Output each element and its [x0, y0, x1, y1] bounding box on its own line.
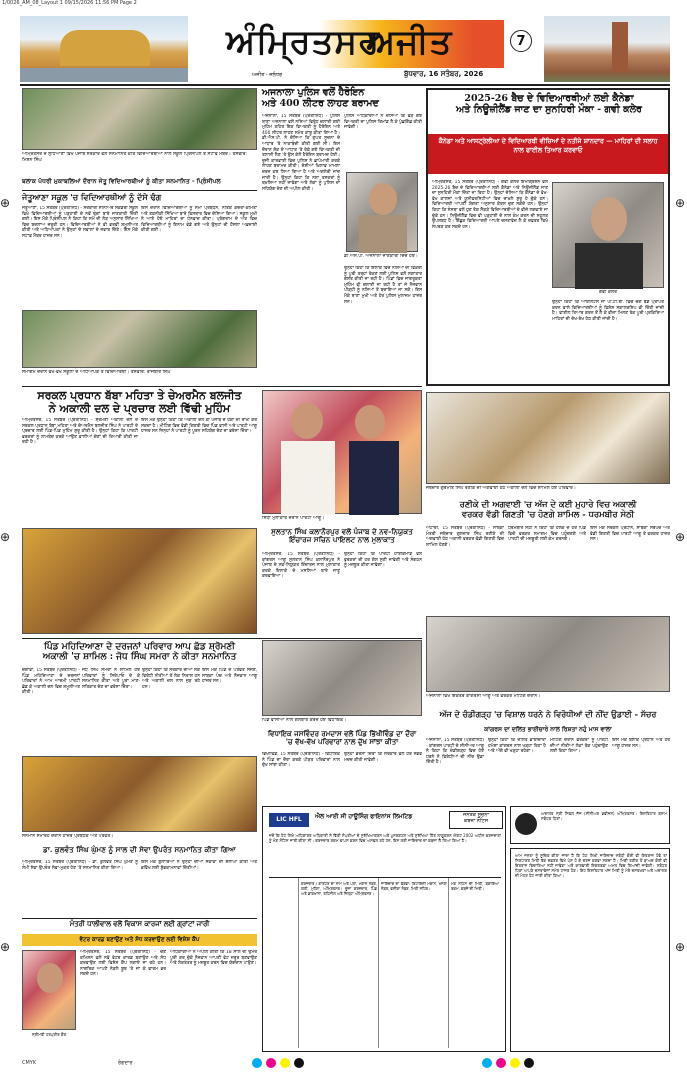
ranike-headline — [426, 500, 670, 519]
article-body: ਉਨ੍ਹਾਂ ਕਿਹਾ ਕਿ ਪਾਰਟੀ ਹਾਈਕਮਾਂਡ ਵਲੋਂ ਵਰਕਰਾਂ ਦੀ ਹਰ ਗੱਲ ਸੁਣੀ ਜਾਵੇਗੀ ਅਤੇ ਸੰਗਠਨ ਨੂੰ ਮਜ਼ਬੂਤ ਕੀਤਾ ਜਾਵੇਗਾ। — [344, 552, 422, 569]
black-swatch — [294, 1058, 304, 1068]
ajj-headline: ਅੱਜ ਦੇ ਚੰਡੀਗੜ੍ਹ 'ਚ ਵਿਸ਼ਾਲ ਧਰਨੇ ਨੇ ਵਿਰੋਧੀਆਂ ਦੀ ਨੀਂਦ ਉਡਾਈ - ਸੱਚਰ — [439, 709, 657, 719]
sultan-headline-line-2: ਇੰਚਾਰਜ ਸਚਿਨ ਪਾਇਲਟ ਨਾਲ ਮੁਲਾਕਾਤ — [289, 535, 395, 545]
sultan-headline-line-1: ਸੁਲਤਾਨ ਸਿੰਘ ਕਲਾਨੌਰਪੁਰ ਵਲੋਂ ਪੰਜਾਬ ਦੇ ਨਵ-ਨਿਯੁਕਤ — [271, 527, 413, 536]
article-body: ਅੰਮ੍ਰਿਤਸਰ, 15 ਸਤੰਬਰ (ਪ੍ਰਤੀਨਿਧ) - ਗਵੀ ਕਲੇਰ ਇਮੀਗ੍ਰੇਸ਼ਨ ਵਲੋਂ 2025-26 ਬੈਚ ਦੇ ਵਿਦਿਆਰਥੀਆਂ ਲਈ ਕੈਨੇਡਾ ਅਤੇ ਨਿਊਜ਼ੀਲੈਂਡ ਜਾਣ ਦਾ ਸੁਨਹਿਰੀ ਮੌਕਾ ਦਿੱਤਾ ਜਾ ਰਿਹਾ ਹੈ। ਉਨ੍ਹਾਂ ਦੱਸਿਆ ਕਿ ਕੈਨੇਡਾ ਦੇ ਵੱਖ-ਵੱਖ ਕਾਲਜਾਂ ਅਤੇ ਯੂਨੀਵਰਸਿਟੀਆਂ ਵਿਚ ਦਾਖ਼ਲੇ ਸ਼ੁਰੂ ਹੋ ਚੁੱਕੇ ਹਨ। ਵਿਦਿਆਰਥੀ ਆਪਣੀ ਯੋਗਤਾ ਅਨੁਸਾਰ ਕੋਰਸ ਚੁਣ ਸਕਦੇ ਹਨ। ਉਨ੍ਹਾਂ ਕਿਹਾ ਕਿ ਸੰਸਥਾ ਵਲੋਂ ਹੁਣ ਤੱਕ ਸੈਂਕੜੇ ਵਿਦਿਆਰਥੀਆਂ ਦੇ ਵੀਜ਼ੇ ਲਗਵਾਏ ਜਾ ਚੁੱਕੇ ਹਨ। ਨਿਊਜ਼ੀਲੈਂਡ ਵਿਚ ਵੀ ਪੜ੍ਹਾਈ ਦੇ ਨਾਲ ਕੰਮ ਕਰਨ ਦੀ ਸਹੂਲਤ ਉਪਲਬਧ ਹੈ। ਇੱਛੁਕ ਵਿਦਿਆਰਥੀ ਆਪਣੇ ਦਸਤਾਵੇਜ਼ ਲੈ ਕੇ ਦਫ਼ਤਰ ਵਿਖੇ ਸੰਪਰਕ ਕਰ ਸਕਦੇ ਹਨ। — [432, 180, 548, 230]
article-body: ਅਟਾਰੀ, 15 ਸਤੰਬਰ (ਪ੍ਰਤੀਨਿਧ) - ਸਾਬਕਾ ਮੰਤਰੀ ਜਥੇਦਾਰ ਗੁਲਜ਼ਾਰ ਸਿੰਘ ਰਣੀਕੇ ਦੀ ਅਗਵਾਈ ਹੇਠ ਅਕਾਲੀ ਵਰਕਰ ਵੱਡੀ ਗਿਣਤੀ ਵਿਚ ਸ਼ਾਮਿਲ ਹੋਣਗੇ। — [426, 526, 504, 548]
article-body: ਇਸ ਮੌਕੇ ਬਲਾਕ ਪ੍ਰਧਾਨ ਅਤੇ ਹੋਰ ਆਗੂ ਹਾਜ਼ਰ ਸਨ। — [612, 738, 670, 749]
sarkar-headline-line-2: ਨੇ ਅਕਾਲੀ ਦਲ ਦੇ ਪ੍ਰਚਾਰ ਲਈ ਵਿੱਢੀ ਮੁਹਿੰਮ — [48, 401, 231, 415]
article-body: ਉਨ੍ਹਾਂ ਕਿਹਾ ਕਿ ਇਲਾਕੇ ਵਿਚ ਨਸ਼ਿਆਂ ਦੀ ਵਿਕਰੀ ਨੂੰ ਪੂਰੀ ਤਰ੍ਹਾਂ ਰੋਕਣ ਲਈ ਪੁਲਿਸ ਵਲੋਂ ਲਗਾਤਾਰ ਗਸ਼ਤ ਕੀਤੀ ਜਾ ਰਹੀ ਹੈ। ਪਿੰਡਾਂ ਵਿਚ ਜਾਗਰੂਕਤਾ ਮੁਹਿੰਮ ਵੀ ਚਲਾਈ ਜਾ ਰਹੀ ਹੈ ਤਾਂ ਜੋ ਨੌਜਵਾਨ ਪੀੜ੍ਹੀ ਨੂੰ ਨਸ਼ਿਆਂ ਤੋਂ ਬਚਾਇਆ ਜਾ ਸਕੇ। ਇਸ ਮੌਕੇ ਥਾਣਾ ਮੁਖੀ ਅਤੇ ਹੋਰ ਪੁਲਿਸ ਮੁਲਾਜ਼ਮ ਹਾਜ਼ਰ ਸਨ। — [344, 266, 422, 305]
public-notice-ad — [510, 848, 670, 1052]
notice-title-text: ਜਨਤਕ ਸੂਚਨਾ — [463, 812, 489, 818]
face-shape — [291, 403, 323, 439]
notice-table — [269, 877, 501, 1047]
masthead-subtitle: ਅਜੀਤ - ਜਲੰਧਰ — [252, 72, 283, 78]
vote-banner: ਵੋਟਰ ਕਾਰਡ ਬਣਾਉਣ ਅਤੇ ਸੋਧ ਕਰਵਾਉਣ ਲਈ ਵਿਸ਼ੇਸ਼ ਕੈਂਪ — [22, 934, 257, 946]
public-notice-text: ਆਮ ਜਨਤਾ ਨੂੰ ਸੂਚਿਤ ਕੀਤਾ ਜਾਂਦਾ ਹੈ ਕਿ ਹੇਠ ਲਿਖੀ ਜਾਇਦਾਦ ਸਬੰਧੀ ਕੋਈ ਵੀ ਇਤਰਾਜ਼ ਹੋਵੇ ਤਾਂ ਨਿਰਧਾਰਤ ਮਿਤੀ ਤੱਕ ਦਫ਼ਤਰ ਵਿਖੇ ਪੇਸ਼ ਹੋ ਕੇ ਦਰਜ ਕਰਵਾ ਸਕਦਾ ਹੈ। ਮਿਥੀ ਤਰੀਕ ਤੋਂ ਬਾਅਦ ਕੋਈ ਵੀ ਇਤਰਾਜ਼ ਵਿਚਾਰਿਆ ਨਹੀਂ ਜਾਵੇਗਾ ਅਤੇ ਕਾਰਵਾਈ ਇਕਤਰਫ਼ਾ ਅਮਲ ਵਿਚ ਲਿਆਂਦੀ ਜਾਵੇਗੀ। ਸਬੰਧਤ ਧਿਰਾਂ ਆਪਣੇ ਦਸਤਾਵੇਜ਼ਾਂ ਸਮੇਤ ਹਾਜ਼ਰ ਹੋਣ। ਇਹ ਇਸ਼ਤਿਹਾਰ ਅੱਜ ਮਿਤੀ ਨੂੰ ਮੇਰੇ ਦਸਤਖ਼ਤਾਂ ਅਤੇ ਅਦਾਲਤ ਦੀ ਮੋਹਰ ਹੇਠ ਜਾਰੀ ਕੀਤਾ ਗਿਆ। — [515, 853, 667, 879]
temple-dome-shape — [60, 30, 150, 66]
article-body: ਅੰਮ੍ਰਿਤਸਰ, 15 ਸਤੰਬਰ (ਪ੍ਰਤੀਨਿਧ) - ਚੋਣ ਕਮਿਸ਼ਨ ਵਲੋਂ ਨਵੇਂ ਵੋਟਰ ਕਾਰਡ ਬਣਾਉਣ ਅਤੇ ਸੋਧ ਕਰਵਾਉਣ ਲਈ ਵਿਸ਼ੇਸ਼ ਕੈਂਪ ਲਗਾਏ ਜਾ ਰਹੇ ਹਨ। ਨਾਗਰਿਕ ਆਪਣੇ ਨੇੜਲੇ ਬੂਥ 'ਤੇ ਜਾ ਕੇ ਫਾਰਮ ਭਰ ਸਕਦੇ ਹਨ। — [80, 950, 166, 978]
honour-ceremony-photo — [22, 756, 257, 832]
bhikhi-headline-line-2: 'ਚ ਵੱਖ-ਵੱਖ ਪਰਿਵਾਰਾਂ ਨਾਲ ਦੁੱਖ ਸਾਂਝਾ ਕੀਤਾ — [285, 737, 399, 747]
honour-photo-caption: ਸਨਮਾਨ ਸਮਾਰੋਹ ਦੌਰਾਨ ਹਾਜ਼ਰ ਪ੍ਰਬੰਧਕ ਅਤੇ ਪਤਵੰਤੇ। — [22, 834, 114, 839]
article-body: ਅਧਿਕਾਰੀਆਂ ਨੇ ਅਪੀਲ ਕੀਤੀ ਕਿ 18 ਸਾਲ ਦੀ ਉਮਰ ਪੂਰੀ ਕਰ ਚੁੱਕੇ ਨੌਜਵਾਨ ਆਪਣੀ ਵੋਟ ਜ਼ਰੂਰ ਬਣਵਾਉਣ ਅਤੇ ਲੋਕਤੰਤਰ ਨੂੰ ਮਜ਼ਬੂਤ ਕਰਨ ਵਿਚ ਯੋਗਦਾਨ ਪਾਉਣ। — [170, 950, 257, 967]
notice-table-cell: ਜਾਇਦਾਦ ਦਾ ਵੇਰਵਾ: ਰਿਹਾਇਸ਼ੀ ਮਕਾਨ, ਖਸਰਾ ਨੰਬਰ, ਵਸੀਕਾ ਨੰਬਰ, ਮਿਤੀ ਸਹਿਤ। — [381, 882, 447, 891]
ajnala-headline-line-2: ਅਤੇ 400 ਲੀਟਰ ਲਾਹਣ ਬਰਾਮਦ — [262, 97, 379, 109]
ranike-headline-line-1: ਰਣੀਕੇ ਦੀ ਅਗਵਾਈ 'ਚ ਅੱਜ ਦੇ ਕਈ ਮੁਹਾਰੇ ਵਿਚ ਅਕਾਲੀ — [459, 499, 637, 509]
face-shape — [591, 197, 627, 241]
gavi-headline-line-1: 2025-26 ਬੈਚ ਦੇ ਵਿਦਿਆਰਥੀਆਂ ਲਈ ਕੈਨੇਡਾ — [464, 93, 634, 104]
article-body: ਅੰਮ੍ਰਿਤਸਰ, 15 ਸਤੰਬਰ (ਪ੍ਰਤੀਨਿਧ) - ਕਾਂਗਰਸ ਆਗੂ ਸੁਲਤਾਨ ਸਿੰਘ ਕਲਾਨੌਰਪੁਰ ਨੇ ਪੰਜਾਬ ਦੇ ਨਵ-ਨਿਯੁਕਤ ਇੰਚਾਰਜ ਨਾਲ ਮੁਲਾਕਾਤ ਕਰਕੇ ਇਲਾਕੇ ਦੇ ਮਸਲਿਆਂ ਬਾਰੇ ਜਾਣੂ ਕਰਵਾਇਆ। — [262, 552, 340, 580]
ranike-photo-caption: ਜਥੇਦਾਰ ਗੁਰਮੀਤ ਸਿੰਘ ਰਣੀਕੇ ਦੀ ਅਗਵਾਈ ਹੇਠ ਅਕਾਲੀ ਦਲ ਵਿਚ ਸ਼ਾਮਿਲ ਹੋਏ ਪਰਿਵਾਰ। — [426, 486, 576, 491]
ghuman-headline: ਡਾ. ਕੁਲਵੰਤ ਸਿੰਘ ਘੁੰਮਣ ਨੂੰ ਸਾਲ ਦੀ ਸੇਵਾ ਉਪਰੰਤ ਸਨਮਾਨਿਤ ਕੀਤਾ ਗਿਆ — [43, 845, 236, 854]
footer-cmyk-label: CMYK — [22, 1060, 37, 1066]
notice-body: ਜਦੋਂ ਕਿ ਹੇਠ ਲਿਖੇ ਅਧਿਕਾਰਤ ਅਧਿਕਾਰੀ ਨੇ ਵਿੱਤੀ ਸੰਪਤੀਆਂ ਦੇ ਸੁਰੱਖਿਆਕਰਨ ਅਤੇ ਪੁਨਰਗਠਨ ਅਤੇ ਸੁਰੱਖਿਆ ਹਿੱਤ ਲਾਗੂਕਰਨ ਐਕਟ 2002 ਅਧੀਨ ਕਰਜ਼ਦਾਰਾਂ ਨੂੰ ਮੰਗ ਨੋਟਿਸ ਜਾਰੀ ਕੀਤਾ ਸੀ। ਕਰਜ਼ਦਾਰ ਰਕਮ ਵਾਪਸ ਕਰਨ ਵਿਚ ਅਸਫਲ ਰਹੇ ਹਨ, ਇਸ ਲਈ ਜਾਇਦਾਦ ਦਾ ਕਬਜ਼ਾ ਲੈ ਲਿਆ ਗਿਆ ਹੈ। — [269, 833, 501, 843]
mla-photo-caption: ਪਿੰਡ ਵਾਸੀਆਂ ਨਾਲ ਗੱਲਬਾਤ ਕਰਦੇ ਹੋਏ ਵਿਧਾਇਕ। — [262, 718, 347, 723]
gavi-kaler-portrait — [552, 182, 664, 288]
ranike-headline-line-2: ਵਰਕਰ ਵੱਡੀ ਗਿਣਤੀ 'ਚ ਹੋਣਗੇ ਸ਼ਾਮਿਲ - ਧਰਮਬੀਰ ਸੇਠੀ — [461, 508, 635, 519]
article-body: ਭਿੱਖੀਵਿੰਡ, 15 ਸਤੰਬਰ (ਪ੍ਰਤੀਨਿਧ) - ਵਿਧਾਇਕ ਨੇ ਪਿੰਡ ਦਾ ਦੌਰਾ ਕਰਕੇ ਪੀੜਤ ਪਰਿਵਾਰਾਂ ਨਾਲ ਦੁੱਖ ਸਾਂਝਾ ਕੀਤਾ। — [262, 752, 340, 769]
masthead-date: ਬੁੱਧਵਾਰ, 16 ਸਤੰਬਰ, 2026 — [404, 70, 484, 78]
article-body: ਅੰਮ੍ਰਿਤਸਰ, 15 ਸਤੰਬਰ (ਪ੍ਰਤੀਨਿਧ) - ਸ਼੍ਰੋਮਣੀ ਅਕਾਲੀ ਦਲ ਦੇ ਸਰਕਲ ਪ੍ਰਧਾਨ ਬੱਬਾ ਮਹਿਤਾ ਅਤੇ ਚੇਅਰਮੈਨ ਬਲਜੀਤ ਸਿੰਘ ਨੇ ਪਾਰਟੀ ਦੇ ਪ੍ਰਚਾਰ ਲਈ ਪਿੰਡ-ਪਿੰਡ ਮੁਹਿੰਮ ਸ਼ੁਰੂ ਕੀਤੀ ਹੈ। ਉਨ੍ਹਾਂ ਕਿਹਾ ਕਿ ਪਾਰਟੀ ਵਰਕਰਾਂ ਨੂੰ ਲਾਮਬੰਦ ਕਰਕੇ ਆਉਣ ਵਾਲੀਆਂ ਚੋਣਾਂ ਦੀ ਤਿਆਰੀ ਕੀਤੀ ਜਾ ਰਹੀ ਹੈ। — [22, 418, 138, 446]
notice-table-cell: ਮੰਗ ਨੋਟਿਸ ਦੀ ਮਿਤੀ, ਬਕਾਇਆ ਰਕਮ, ਕਬਜ਼ੇ ਦੀ ਮਿਤੀ। — [451, 882, 499, 891]
notice-subtitle-text: ਕਬਜ਼ਾ ਨੋਟਿਸ — [463, 818, 489, 824]
lic-logo: LIC HFL — [269, 813, 309, 827]
article-body: ਉਨ੍ਹਾਂ ਕਿਹਾ ਕਿ ਦਲਿਤ ਭਾਈਚਾਰਾ ਹਮੇਸ਼ਾ ਕਾਂਗਰਸ ਨਾਲ ਖੜ੍ਹਾ ਰਿਹਾ ਹੈ ਅਤੇ ਅੱਗੇ ਵੀ ਖੜ੍ਹਾ ਰਹੇਗਾ। — [488, 738, 546, 755]
police-officer-photo — [346, 172, 418, 252]
tower-shape — [612, 22, 628, 72]
divider — [22, 638, 422, 639]
yellow-swatch — [280, 1058, 290, 1068]
sarkar-headline-line-1: ਸਰਕਲ ਪ੍ਰਧਾਨ ਬੱਬਾ ਮਹਿਤਾ ਤੇ ਚੇਅਰਮੈਨ ਬਲਜੀਤ — [37, 389, 242, 402]
divider — [22, 918, 257, 919]
article-body: ਧਰਮਬੀਰ ਸੇਠੀ ਨੇ ਕਿਹਾ ਕਿ ਹਲਕੇ ਦੇ ਹਰ ਪਿੰਡ ਵਿਚੋਂ ਵਰਕਰ ਸਮਾਗਮ ਵਿਚ ਪਹੁੰਚਣਗੇ ਅਤੇ ਪਾਰਟੀ ਦੀ ਮਜ਼ਬੂਤੀ ਲਈ ਕੰਮ ਕਰਨਗੇ। — [508, 526, 586, 543]
sultan-headline — [262, 528, 422, 545]
joining-ceremony-photo — [22, 528, 257, 634]
students-photo-caption: ਅੰਮ੍ਰਿਤਸਰ ਦੇ ਲੁਧਿਆਣਾ ਵਿਖੇ ਪੰਜਾਬ ਸਰਕਾਰ ਵਲੋਂ ਸਨਮਾਨਿਤ ਕੀਤੇ ਵਿਦਿਆਰਥੀਆਂ ਨਾਲ ਸਕੂਲ ਪ੍ਰਿੰਸੀਪਲ ਤੇ ਸਟਾਫ ਮੈਂਬਰ। ਤਸਵੀਰ: ਮਿਸ਼ਨ ਸਿੰਘ — [22, 152, 248, 163]
page-number: 7 — [510, 30, 532, 52]
face-shape — [37, 963, 63, 993]
shirt-shape — [575, 243, 643, 289]
yellow-swatch — [510, 1058, 520, 1068]
students-group-photo — [22, 88, 257, 150]
golden-temple-image — [20, 16, 188, 82]
police-photo-caption: ਡੀ.ਐਸ.ਪੀ. ਅਜਨਾਲਾ ਜਾਣਕਾਰੀ ਦਿੰਦੇ ਹੋਏ। — [344, 254, 419, 259]
ranike-meeting-photo — [426, 392, 670, 484]
face-shape — [369, 183, 397, 215]
masthead — [20, 14, 670, 86]
divider — [22, 190, 257, 191]
court-notice-text: ਅਦਾਲਤ ਸ੍ਰੀ ਸਿਵਲ ਜੱਜ (ਸੀਨੀਅਰ ਡਵੀਜ਼ਨ) ਅੰਮ੍ਰਿਤਸਰ। ਇਸ਼ਤਿਹਾਰ ਬਨਾਮ ਸਬੰਧਤ ਧਿਰਾਂ। — [541, 811, 667, 821]
article-body: ਇਸ ਮੌਕੇ ਸਰਕਲ ਪ੍ਰਧਾਨ, ਸਾਬਕਾ ਸਰਪੰਚ ਅਤੇ ਵੱਡੀ ਗਿਣਤੀ ਵਿਚ ਪਾਰਟੀ ਆਗੂ ਤੇ ਵਰਕਰ ਹਾਜ਼ਰ ਸਨ। — [590, 526, 670, 543]
ajnala-headline — [262, 88, 422, 110]
article-body: ਉਨ੍ਹਾਂ ਕਿਹਾ ਕਿ ਆਈਲੈਟਸ ਜਾਂ ਪੀ.ਟੀ.ਈ. ਵਿਚ ਚੰਗੇ ਬੈਂਡ ਪ੍ਰਾਪਤ ਕਰਨ ਵਾਲੇ ਵਿਦਿਆਰਥੀਆਂ ਨੂੰ ਵਿਸ਼ੇਸ਼ ਸਕਾਲਰਸ਼ਿਪ ਵੀ ਦਿੱਤੀ ਜਾਂਦੀ ਹੈ। ਫਾਈਲ ਤਿਆਰ ਕਰਨ ਤੋਂ ਲੈ ਕੇ ਵੀਜ਼ਾ ਮਿਲਣ ਤੱਕ ਪੂਰੀ ਪ੍ਰਕਿਰਿਆ ਮਾਹਿਰਾਂ ਦੀ ਦੇਖ-ਰੇਖ ਹੇਠ ਕੀਤੀ ਜਾਂਦੀ ਹੈ। — [552, 300, 664, 322]
gavi-subhead: ਕੈਨੇਡਾ ਅਤੇ ਆਸਟ੍ਰੇਲੀਆ ਦੇ ਵਿਦਿਆਰਥੀ ਵੀਜ਼ਿਆਂ ਦੇ ਨਤੀਜੇ ਸ਼ਾਨਦਾਰ — ਮਾਹਿਰਾਂ ਦੀ ਸਲਾਹ ਨਾਲ ਫਾਈਲ ਤਿਆਰ ਕਰਵਾਓ — [428, 134, 668, 174]
ajj-subhead: ਕਾਂਗਰਸ ਦਾ ਦਲਿਤ ਭਾਈਚਾਰੇ ਨਾਲ ਰਿਸ਼ਤਾ ਨਹੁੰ ਮਾਸ ਵਾਲਾ — [484, 726, 612, 733]
article-body: ਅਜਨਾਲਾ, 15 ਸਤੰਬਰ (ਪ੍ਰਤੀਨਿਧ) - ਪੁਲਿਸ ਥਾਣਾ ਅਜਨਾਲਾ ਵਲੋਂ ਨਸ਼ਿਆਂ ਵਿਰੁੱਧ ਚਲਾਈ ਗਈ ਮੁਹਿੰਮ ਤਹਿਤ ਇਕ ਵਿਅਕਤੀ ਨੂੰ ਹੈਰੋਇਨ ਅਤੇ 400 ਲੀਟਰ ਲਾਹਣ ਸਮੇਤ ਕਾਬੂ ਕੀਤਾ ਗਿਆ ਹੈ। ਡੀ.ਐਸ.ਪੀ. ਨੇ ਦੱਸਿਆ ਕਿ ਗੁਪਤ ਸੂਚਨਾ ਦੇ ਆਧਾਰ 'ਤੇ ਨਾਕਾਬੰਦੀ ਕੀਤੀ ਗਈ ਸੀ। ਇਸ ਦੌਰਾਨ ਸ਼ੱਕ ਦੇ ਆਧਾਰ 'ਤੇ ਰੋਕੇ ਗਏ ਵਿਅਕਤੀ ਦੀ ਤਲਾਸ਼ੀ ਲੈਣ 'ਤੇ ਉਸ ਕੋਲੋਂ ਹੈਰੋਇਨ ਬਰਾਮਦ ਹੋਈ। ਦੂਜੀ ਕਾਰਵਾਈ ਵਿਚ ਪੁਲਿਸ ਨੇ ਛਾਪੇਮਾਰੀ ਕਰਕੇ ਲਾਹਣ ਬਰਾਮਦ ਕੀਤੀ। ਦੋਸ਼ੀਆਂ ਖ਼ਿਲਾਫ਼ ਮਾਮਲਾ ਦਰਜ ਕਰ ਲਿਆ ਗਿਆ ਹੈ ਅਤੇ ਅਗਲੇਰੀ ਜਾਂਚ ਜਾਰੀ ਹੈ। ਉਨ੍ਹਾਂ ਕਿਹਾ ਕਿ ਨਸ਼ਾ ਤਸਕਰਾਂ ਨੂੰ ਬਖ਼ਸ਼ਿਆ ਨਹੀਂ ਜਾਵੇਗਾ ਅਤੇ ਲੋਕਾਂ ਨੂੰ ਪੁਲਿਸ ਦਾ ਸਹਿਯੋਗ ਦੇਣ ਦੀ ਅਪੀਲ ਕੀਤੀ। — [262, 114, 340, 192]
article-body: ਇਸ ਮੌਕੇ ਉਨ੍ਹਾਂ ਕਿਹਾ ਕਿ ਅਕਾਲੀ ਦਲ ਹੀ ਪੰਜਾਬ ਦੇ ਹੱਕਾਂ ਦੀ ਰਾਖੀ ਕਰ ਸਕਦਾ ਹੈ। ਮੀਟਿੰਗ ਵਿਚ ਵੱਡੀ ਗਿਣਤੀ ਵਿਚ ਪਿੰਡ ਵਾਸੀ ਅਤੇ ਪਾਰਟੀ ਆਗੂ ਹਾਜ਼ਰ ਸਨ ਜਿਨ੍ਹਾਂ ਨੇ ਪਾਰਟੀ ਨੂੰ ਪੂਰਨ ਸਹਿਯੋਗ ਦੇਣ ਦਾ ਭਰੋਸਾ ਦਿੱਤਾ। — [141, 418, 257, 435]
center-photo-caption: ਸਿੱਧੀ ਮੁਲਾਕਾਤ ਦੌਰਾਨ ਪਾਰਟੀ ਆਗੂ। — [262, 516, 325, 521]
ajnala-headline-line-1: ਅਜਨਾਲਾ ਪੁਲਿਸ ਵਲੋਂ ਹੈਰੋਇਨ — [262, 87, 365, 98]
woman-portrait-photo — [22, 950, 76, 1030]
congress-meeting-photo — [426, 616, 670, 692]
registration-mark-icon: ⊕ — [0, 196, 11, 210]
print-slug: 1/0026_AM_08_Layout 1 09/15/2026 11:56 PM Page 2 — [2, 0, 137, 6]
divider — [22, 386, 422, 387]
sarkar-headline — [22, 390, 257, 415]
table-column — [269, 878, 299, 1048]
gavi-headline — [434, 94, 664, 116]
article-body: ਮੀਟਿੰਗ ਦੌਰਾਨ ਵਰਕਰਾਂ ਨੂੰ ਪਾਰਟੀ ਦੀਆਂ ਨੀਤੀਆਂ ਲੋਕਾਂ ਤੱਕ ਪਹੁੰਚਾਉਣ ਲਈ ਕਿਹਾ ਗਿਆ। — [550, 738, 608, 755]
magenta-swatch — [496, 1058, 506, 1068]
article-body: ਪੁਲਿਸ ਅਧਿਕਾਰੀਆਂ ਨੇ ਦੱਸਿਆ ਕਿ ਫੜੇ ਗਏ ਵਿਅਕਤੀ ਦਾ ਪੁਲਿਸ ਰਿਮਾਂਡ ਲੈ ਕੇ ਪੁੱਛਗਿੱਛ ਕੀਤੀ ਜਾਵੇਗੀ। — [344, 114, 422, 131]
pind-headline-line-2: ਅਕਾਲੀ 'ਚ ਸ਼ਾਮਿਲ : ਜੋਧ ਸਿੰਘ ਸਮਰਾ ਨੇ ਕੀਤਾ ਸਨਮਾਨਿਤ — [42, 652, 237, 663]
cyan-swatch — [252, 1058, 262, 1068]
registration-mark-icon: ⊕ — [675, 196, 686, 210]
article-body: ਉਨ੍ਹਾਂ ਕਿਹਾ ਕਿ ਸਰਕਾਰ ਦੀਆਂ ਲੋਕ ਵਿਰੋਧੀ ਨੀਤੀਆਂ ਤੋਂ ਲੋਕ ਨਿਰਾਸ਼ ਹਨ ਅਤੇ ਅਕਾਲੀ ਦਲ ਨਾਲ ਜੁੜ ਰਹੇ ਹਨ। — [142, 668, 200, 690]
registration-mark-icon: ⊕ — [0, 530, 11, 544]
black-swatch — [524, 1058, 534, 1068]
masthead-title-left: ਅੰਮ੍ਰਿਤਸਰ — [226, 22, 381, 62]
court-notice-ad — [510, 806, 670, 844]
registration-mark-icon: ⊕ — [675, 530, 686, 544]
emblem-icon — [515, 813, 537, 835]
article-body: ਜੇਤੂਆਣਾ, 15 ਸਤੰਬਰ (ਪ੍ਰਤੀਨਿਧ) - ਸਰਕਾਰੀ ਸੀਨੀਅਰ ਸੈਕੰਡਰੀ ਸਕੂਲ ਵਿਖੇ ਵਿਦਿਆਰਥੀਆਂ ਨੂੰ ਪੜ੍ਹਾਈ ਦੇ ਨਵੇਂ ਢੰਗਾਂ ਬਾਰੇ ਜਾਣਕਾਰੀ ਦਿੱਤੀ ਗਈ। ਇਸ ਮੌਕੇ ਪ੍ਰਿੰਸੀਪਲ ਨੇ ਕਿਹਾ ਕਿ ਸਮੇਂ ਦੀ ਲੋੜ ਅਨੁਸਾਰ ਸਿੱਖਿਆ ਵਿਚ ਬਦਲਾਅ ਜ਼ਰੂਰੀ ਹਨ। ਵਿਦਿਆਰਥੀਆਂ ਨੇ ਵੀ ਭਰਵੀਂ ਸ਼ਮੂਲੀਅਤ ਕੀਤੀ ਅਤੇ ਅਧਿਆਪਕਾਂ ਨੇ ਉਨ੍ਹਾਂ ਦੇ ਸਵਾਲਾਂ ਦੇ ਜਵਾਬ ਦਿੱਤੇ। ਇਸ ਮੌਕੇ ਸਟਾਫ਼ ਮੈਂਬਰ ਹਾਜ਼ਰ ਸਨ। — [22, 206, 138, 239]
sarovar-shape — [20, 68, 188, 82]
article-body: ਅਜਨਾਲਾ, 15 ਸਤੰਬਰ (ਪ੍ਰਤੀਨਿਧ) - ਕਾਂਗਰਸ ਪਾਰਟੀ ਦੇ ਸੀਨੀਅਰ ਆਗੂ ਨੇ ਕਿਹਾ ਕਿ ਚੰਡੀਗੜ੍ਹ ਵਿਚ ਹੋਏ ਧਰਨੇ ਨੇ ਵਿਰੋਧੀਆਂ ਦੀ ਨੀਂਦ ਉਡਾ ਦਿੱਤੀ ਹੈ। — [426, 738, 484, 766]
uniform-shape — [359, 215, 407, 253]
leaders-meeting-photo — [262, 390, 422, 514]
bhikhi-headline-line-1: ਵਿਧਾਇਕ ਜਸਵਿੰਦਰ ਰਮਦਾਸ ਵਲੋਂ ਪਿੰਡ ਭਿੱਖੀਵਿੰਡ ਦਾ ਦੌਰਾ — [267, 729, 417, 738]
woman-portrait-caption: ਸ੍ਰੀਮਤੀ ਹਰਪ੍ਰੀਤ ਕੌਰ — [31, 1032, 67, 1037]
meeting-photo-caption: ਸਮਾਗਮ ਦੌਰਾਨ ਵੱਖ-ਵੱਖ ਸਕੂਲਾਂ ਦੇ ਅਧਿਆਪਕ ਤੇ ਵਿਦਿਆਰਥੀ। ਤਸਵੀਰ: ਰਾਜਬੀਰ ਸਿੰਘ — [22, 370, 171, 375]
footer-color-label: ਰੰਗਦਾਰ — [118, 1060, 133, 1066]
jetu-headline: ਜੇਤੂਆਣਾ ਸਕੂਲ 'ਚ ਵਿਦਿਆਰਥੀਆਂ ਨੂੰ ਦੱਸੇ ਢੰਗ — [22, 192, 162, 202]
article-body: ਜੋਧ ਸਿੰਘ ਸਮਰਾ ਨੇ ਸ਼ਾਮਿਲ ਹੋਏ ਪਰਿਵਾਰਾਂ ਨੂੰ ਸਿਰੋਪਾਓ ਦੇ ਕੇ ਸਨਮਾਨਿਤ ਕੀਤਾ ਅਤੇ ਪੂਰਾ ਮਾਣ-ਸਤਿਕਾਰ ਦੇਣ ਦਾ ਭਰੋਸਾ ਦਿੱਤਾ। — [82, 668, 140, 690]
school-headline: ਬਲਾਕ ਪੱਧਰੀ ਮੁਕਾਬਲਿਆਂ ਦੌਰਾਨ ਜੇਤੂ ਵਿਦਿਆਰਥੀਆਂ ਨੂੰ ਕੀਤਾ ਸਨਮਾਨਿਤ - ਪ੍ਰਿੰਸੀਪਲ — [22, 178, 221, 185]
cyan-swatch — [482, 1058, 492, 1068]
article-body: ਚੋਗਾਵਾਂ, 15 ਸਤੰਬਰ (ਪ੍ਰਤੀਨਿਧ) - ਪਿੰਡ ਮਹਿਦਿਆਣਾ ਦੇ ਦਰਜਨਾਂ ਪਰਿਵਾਰਾਂ ਨੇ ਆਮ ਆਦਮੀ ਪਾਰਟੀ ਛੱਡ ਕੇ ਅਕਾਲੀ ਦਲ ਵਿਚ ਸ਼ਮੂਲੀਅਤ ਕੀਤੀ। — [22, 668, 80, 696]
congress-photo-caption: ਅਜਨਾਲਾ ਵਿਖੇ ਇਕੱਤਰ ਕਾਂਗਰਸੀ ਆਗੂ ਅਤੇ ਵਰਕਰ ਮੀਟਿੰਗ ਦੌਰਾਨ। — [426, 694, 541, 699]
article-body: ਉਨ੍ਹਾਂ ਭਰੋਸਾ ਦਿੱਤਾ ਕਿ ਸਰਕਾਰ ਵਲੋਂ ਹਰ ਸੰਭਵ ਮਦਦ ਕੀਤੀ ਜਾਵੇਗੀ। — [344, 752, 422, 763]
registration-mark-icon: ⊕ — [0, 940, 11, 954]
article-body: ਇਸ ਦੌਰਾਨ ਵਿਦਿਆਰਥੀਆਂ ਨੂੰ ਸਮਾਂ ਪ੍ਰਬੰਧਨ, ਨੈਤਿਕ ਕਦਰਾਂ-ਕੀਮਤਾਂ ਅਤੇ ਤਕਨੀਕੀ ਸਿੱਖਿਆ ਬਾਰੇ ਵਿਸਥਾਰ ਵਿਚ ਦੱਸਿਆ ਗਿਆ। ਸਕੂਲ ਮੁਖੀ ਨੇ ਆਏ ਹੋਏ ਮਾਹਿਰਾਂ ਦਾ ਧੰਨਵਾਦ ਕੀਤਾ। ਪ੍ਰੋਗਰਾਮ ਦੇ ਅੰਤ ਵਿਚ ਵਿਦਿਆਰਥੀਆਂ ਨੂੰ ਇਨਾਮ ਵੰਡੇ ਗਏ ਅਤੇ ਉਨ੍ਹਾਂ ਦੀ ਹੌਸਲਾ ਅਫ਼ਜ਼ਾਈ ਕੀਤੀ ਗਈ। — [141, 206, 257, 234]
bhikhi-headline — [262, 730, 422, 746]
registration-mark-icon: ⊕ — [675, 940, 686, 954]
person-shape — [281, 441, 335, 515]
magenta-swatch — [266, 1058, 276, 1068]
mantri-headline: ਮੰਤਰੀ ਧਾਲੀਵਾਲ ਵਲੋਂ ਵਿਕਾਸ ਕਾਰਜਾਂ ਲਈ ਗ੍ਰਾਂਟਾਂ ਜਾਰੀ — [69, 920, 210, 928]
gavi-photo-caption: ਗਵੀ ਕਲੇਰ — [598, 290, 617, 295]
notice-title — [449, 811, 503, 829]
mla-visit-photo — [262, 640, 422, 716]
lic-title: ਐਲ ਆਈ ਸੀ ਹਾਊਸਿੰਗ ਫਾਇਨਾਂਸ ਲਿਮਟਿਡ — [315, 813, 413, 820]
meeting-group-photo — [22, 310, 257, 368]
print-footer — [22, 1056, 670, 1070]
article-body: ਅੰਮ੍ਰਿਤਸਰ, 15 ਸਤੰਬਰ (ਪ੍ਰਤੀਨਿਧ) - ਡਾ. ਕੁਲਵੰਤ ਸਿੰਘ ਘੁੰਮਣ ਨੂੰ ਲੰਮੀ ਸੇਵਾ ਉਪਰੰਤ ਸੇਵਾ-ਮੁਕਤ ਹੋਣ 'ਤੇ ਸਨਮਾਨਿਤ ਕੀਤਾ ਗਿਆ। — [22, 860, 138, 871]
gavi-headline-line-2: ਅਤੇ ਨਿਊਜ਼ੀਲੈਂਡ ਜਾਣ ਦਾ ਸੁਨਹਿਰੀ ਮੌਕਾ - ਗਵੀ ਕਲੇਰ — [456, 103, 642, 115]
heritage-building-image — [544, 16, 670, 82]
face-shape — [355, 405, 385, 439]
notice-table-cell: ਕਰਜ਼ਦਾਰ / ਗਾਰੰਟਰ ਦਾ ਨਾਮ ਅਤੇ ਪਤਾ, ਮਕਾਨ ਨੰਬਰ, ਗਲੀ, ਮੁਹੱਲਾ, ਅੰਮ੍ਰਿਤਸਰ। ਦੂਜਾ ਕਰਜ਼ਦਾਰ, ਪਿੰਡ ਅਤੇ ਡਾਕਖਾਨਾ, ਤਹਿਸੀਲ ਅਤੇ ਜ਼ਿਲ੍ਹਾ ਅੰਮ੍ਰਿਤਸਰ। — [301, 882, 377, 896]
person-shape — [349, 441, 399, 515]
gavi-feature-box — [426, 88, 670, 386]
article-body: ਇਸ ਮੌਕੇ ਬੁਲਾਰਿਆਂ ਨੇ ਉਨ੍ਹਾਂ ਦੀਆਂ ਸੇਵਾਵਾਂ ਦੀ ਸ਼ਲਾਘਾ ਕੀਤੀ ਅਤੇ ਭਵਿੱਖ ਲਈ ਸ਼ੁੱਭਕਾਮਨਾਵਾਂ ਦਿੱਤੀਆਂ। — [141, 860, 257, 871]
pind-headline-line-1: ਪਿੰਡ ਮਹਿਦਿਆਣਾ ਦੇ ਦਰਜਨਾਂ ਪਰਿਵਾਰ ਆਪ ਛੱਡ ਸ਼੍ਰੋਮਣੀ — [44, 642, 235, 652]
pind-headline — [22, 642, 257, 663]
article-body: ਇਸ ਮੌਕੇ ਪਿੰਡ ਦੇ ਪਤਵੰਤੇ ਸੱਜਣ, ਸਾਬਕਾ ਪੰਚ ਅਤੇ ਨੌਜਵਾਨ ਆਗੂ ਹਾਜ਼ਰ ਸਨ। — [202, 668, 257, 685]
masthead-title-right: ਅਜੀਤ — [366, 22, 453, 62]
lic-hfl-legal-notice — [262, 806, 506, 1052]
